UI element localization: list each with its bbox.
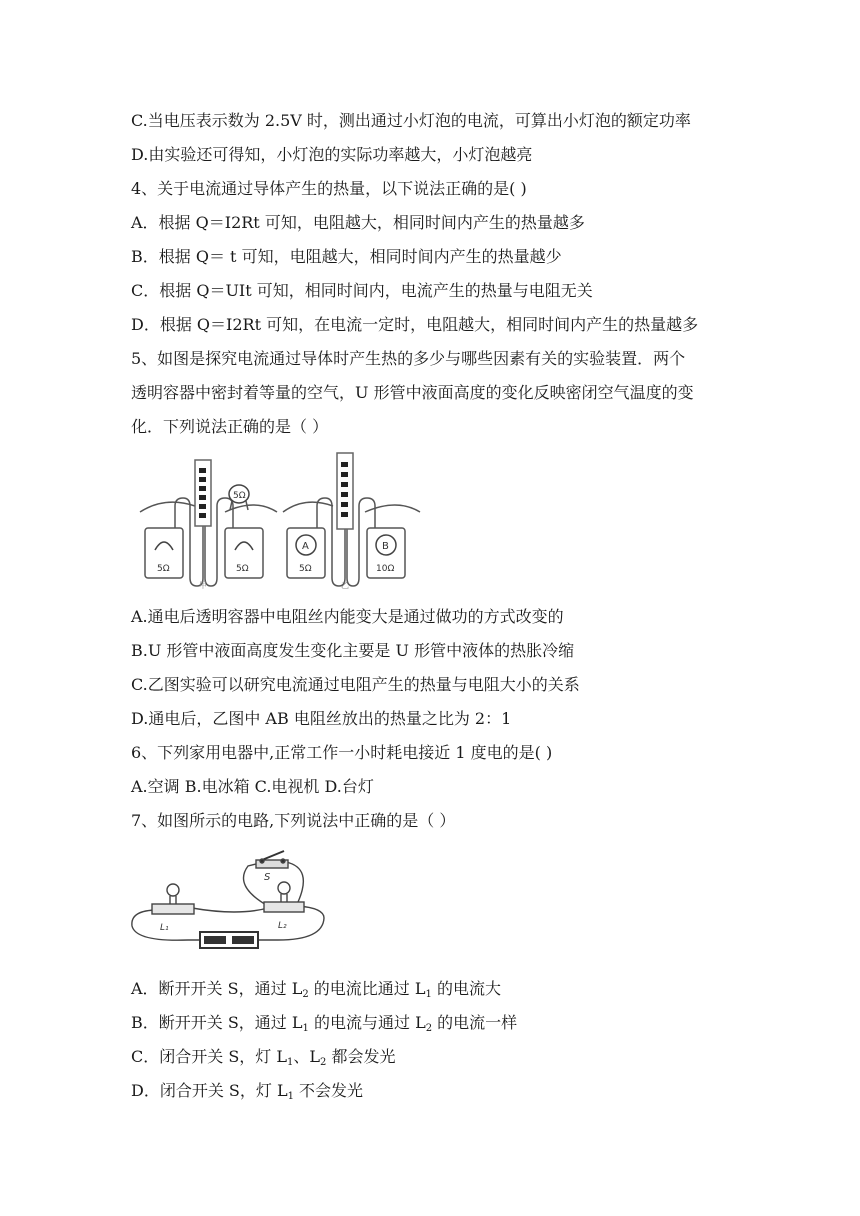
q3-option-c: C.当电压表示数为 2.5V 时，测出通过小灯泡的电流，可算出小灯泡的额定功率 xyxy=(131,111,691,130)
caption-jia: 甲 xyxy=(199,581,207,590)
q7a-text-2: 的电流比通过 L xyxy=(308,979,426,998)
q5-option-b: B.U 形管中液面高度发生变化主要是 U 形管中液体的热胀冷缩 xyxy=(131,641,575,660)
q7c-sub-1: 1 xyxy=(287,1057,294,1068)
lamp-l2 xyxy=(264,882,304,912)
label-a: A xyxy=(302,541,309,552)
q7c-sub-2: 2 xyxy=(320,1057,327,1068)
resistor-a-label: 5Ω xyxy=(299,564,312,574)
q7d-text-1: D．闭合开关 S，灯 L xyxy=(131,1081,288,1100)
q5-option-a: A.通电后透明容器中电阻丝内能变大是通过做功的方式改变的 xyxy=(131,607,564,626)
q3-option-d: D.由实验还可得知，小灯泡的实际功率越大，小灯泡越亮 xyxy=(131,145,533,164)
q5-option-c: C.乙图实验可以研究电流通过电阻产生的热量与电阻大小的关系 xyxy=(131,675,580,694)
wire-switch-left xyxy=(244,864,269,906)
q7b-text-3: 的电流一样 xyxy=(432,1013,518,1032)
figure-jia xyxy=(140,460,277,590)
resistor-top-label: 5Ω xyxy=(233,491,246,501)
q4-option-d: D．根据 Q＝I2Rt 可知，在电流一定时，电阻越大，相同时间内产生的热量越多 xyxy=(131,315,699,334)
q7a-sub-1: 2 xyxy=(302,989,309,1000)
switch-label: S xyxy=(264,872,271,883)
q7c-text-3: 都会发光 xyxy=(326,1047,396,1066)
q7d-sub-1: 1 xyxy=(287,1091,294,1102)
q6-options: A.空调 B.电冰箱 C.电视机 D.台灯 xyxy=(131,777,374,796)
question-4: 4、关于电流通过导体产生的热量，以下说法正确的是( ) xyxy=(131,179,527,198)
q7b-text-2: 的电流与通过 L xyxy=(308,1013,426,1032)
u-tube-experiment-figure xyxy=(135,450,425,595)
battery xyxy=(200,932,258,948)
resistor-b-label: 10Ω xyxy=(376,564,395,574)
q7c-text-1: C．闭合开关 S，灯 L xyxy=(131,1047,288,1066)
q7c-text-2: 、L xyxy=(293,1047,321,1066)
q7-option-a xyxy=(131,979,501,999)
q7a-text-1: A．断开开关 S，通过 L xyxy=(131,979,303,998)
question-5-line-3: 化．下列说法正确的是（ ） xyxy=(131,417,329,436)
q7b-sub-2: 2 xyxy=(425,1023,433,1034)
resistor-right-label: 5Ω xyxy=(236,564,249,574)
switch-s xyxy=(256,851,288,868)
q7-option-d xyxy=(131,1081,363,1101)
q7-option-b xyxy=(131,1013,517,1033)
q7b-text-1: B．断开开关 S，通过 L xyxy=(131,1013,303,1032)
q7d-text-2: 不会发光 xyxy=(293,1081,364,1100)
q7-option-c xyxy=(131,1047,396,1067)
question-6: 6、下列家用电器中,正常工作一小时耗电接近 1 度电的是( ) xyxy=(131,743,553,762)
resistor-left-label: 5Ω xyxy=(157,564,170,574)
question-5-line-1: 5、如图是探究电流通过导体时产生热的多少与哪些因素有关的实验装置．两个 xyxy=(131,349,686,368)
lamp-l1-label: L₁ xyxy=(160,923,169,933)
label-b: B xyxy=(382,541,389,552)
q7b-sub-1: 1 xyxy=(302,1023,309,1034)
q4-option-a: A．根据 Q＝I2Rt 可知，电阻越大，相同时间内产生的热量越多 xyxy=(131,213,585,232)
lamp-l2-label: L₂ xyxy=(278,921,287,931)
question-5-line-2: 透明容器中密封着等量的空气，U 形管中液面高度的变化反映密闭空气温度的变 xyxy=(131,383,694,402)
q4-option-c: C．根据 Q＝UIt 可知，相同时间内，电流产生的热量与电阻无关 xyxy=(131,281,593,300)
question-7: 7、如图所示的电路,下列说法中正确的是（ ） xyxy=(131,811,456,830)
q5-option-d: D.通电后，乙图中 AB 电阻丝放出的热量之比为 2：1 xyxy=(131,709,512,728)
q7a-text-3: 的电流大 xyxy=(431,979,501,998)
caption-yi: 乙 xyxy=(341,581,349,590)
q4-option-b: B．根据 Q＝ t 可知，电阻越大，相同时间内产生的热量越少 xyxy=(131,247,562,266)
circuit-figure xyxy=(128,846,328,952)
lamp-l1 xyxy=(152,884,194,914)
wire-middle xyxy=(192,908,268,912)
q7a-sub-2: 1 xyxy=(425,989,432,1000)
figure-yi xyxy=(283,453,420,590)
